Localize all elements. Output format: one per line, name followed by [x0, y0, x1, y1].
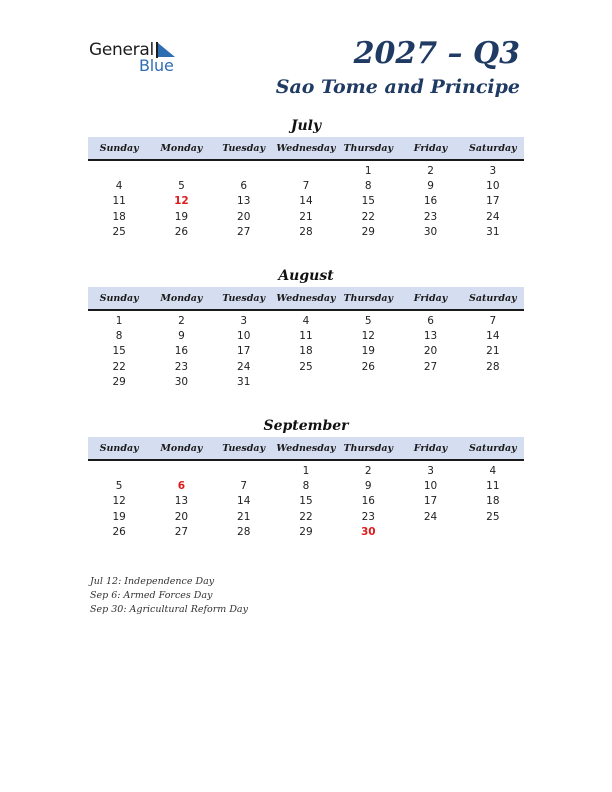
- day-cell: 26: [361, 360, 375, 373]
- weekday-label: Saturday: [469, 442, 517, 454]
- week-row: [88, 509, 524, 524]
- week-row: [88, 463, 524, 478]
- weekday-label: Thursday: [343, 442, 394, 454]
- day-cell: 5: [115, 479, 123, 492]
- weekday-label: Friday: [413, 142, 448, 154]
- calendar-grid: [88, 161, 524, 239]
- day-cell: 7: [489, 314, 497, 327]
- day-cell: 23: [423, 210, 438, 223]
- day-cell: 16: [361, 495, 375, 508]
- day-cell: 17: [486, 195, 500, 208]
- weekday-label: Wednesday: [276, 292, 336, 304]
- day-cell: 21: [237, 510, 251, 523]
- day-cell: 4: [489, 464, 497, 477]
- day-cell: 25: [112, 225, 126, 238]
- day-cell: 29: [299, 525, 313, 538]
- weekday-label: Thursday: [343, 292, 394, 304]
- weekday-label: Tuesday: [222, 142, 266, 154]
- month-title: September: [263, 418, 349, 434]
- day-cell: 16: [423, 195, 438, 208]
- day-cell: 18: [299, 345, 313, 358]
- day-cell: 13: [237, 195, 251, 208]
- day-cell: 15: [299, 495, 313, 508]
- month-july: [88, 116, 524, 239]
- calendar-grid: [88, 461, 524, 539]
- day-cell: 6: [240, 179, 248, 192]
- day-cell: 14: [299, 195, 313, 208]
- weekday-header: [88, 137, 524, 161]
- day-cell: 28: [237, 525, 251, 538]
- weekday-header: [88, 287, 524, 311]
- day-cell: 26: [112, 525, 126, 538]
- day-cell: 10: [423, 479, 438, 492]
- week-row: [88, 344, 524, 359]
- holiday-date: 6: [177, 479, 186, 492]
- day-cell: 1: [302, 464, 310, 477]
- holiday-note: Sep 30: Agricultural Reform Day: [90, 604, 248, 615]
- day-cell: 20: [237, 210, 251, 223]
- day-cell: 6: [427, 314, 434, 327]
- day-cell: 24: [486, 210, 500, 223]
- day-cell: 2: [427, 164, 434, 177]
- holiday-date: 30: [360, 525, 376, 538]
- month-title: August: [278, 268, 334, 284]
- day-cell: 21: [486, 345, 500, 358]
- calendar-grid: [88, 311, 524, 389]
- day-cell: 5: [178, 179, 185, 192]
- day-cell: 12: [112, 495, 126, 508]
- week-row: [88, 374, 524, 389]
- week-row: [88, 209, 524, 224]
- logo-word-general: General: [89, 40, 154, 60]
- day-cell: 25: [486, 510, 500, 523]
- day-cell: 9: [364, 479, 372, 492]
- day-cell: 4: [115, 179, 123, 192]
- week-row: [88, 478, 524, 493]
- weekday-label: Thursday: [343, 142, 394, 154]
- day-cell: 22: [361, 210, 375, 223]
- week-row: [88, 194, 524, 209]
- week-row: [88, 359, 524, 374]
- day-cell: 27: [423, 360, 438, 373]
- month-august: [88, 266, 524, 389]
- page-title: 2027 – Q3: [353, 36, 520, 71]
- holiday-note: Sep 6: Armed Forces Day: [90, 590, 213, 601]
- day-cell: 2: [364, 464, 372, 477]
- day-cell: 1: [115, 314, 123, 327]
- day-cell: 20: [174, 510, 189, 523]
- general-blue-logo: [89, 40, 189, 76]
- month-september: [88, 416, 524, 539]
- day-cell: 10: [237, 329, 251, 342]
- weekday-label: Wednesday: [276, 142, 336, 154]
- day-cell: 22: [299, 510, 313, 523]
- weekday-label: Wednesday: [276, 442, 336, 454]
- day-cell: 16: [174, 345, 189, 358]
- weekday-label: Saturday: [469, 292, 517, 304]
- day-cell: 14: [237, 495, 251, 508]
- day-cell: 4: [302, 314, 310, 327]
- day-cell: 19: [174, 210, 189, 223]
- day-cell: 3: [240, 314, 248, 327]
- weekday-label: Friday: [413, 292, 448, 304]
- weekday-label: Monday: [160, 142, 203, 154]
- day-cell: 23: [174, 360, 189, 373]
- month-title: July: [290, 118, 322, 134]
- day-cell: 30: [423, 225, 438, 238]
- day-cell: 21: [299, 210, 313, 223]
- day-cell: 8: [364, 179, 372, 192]
- day-cell: 20: [423, 345, 438, 358]
- day-cell: 15: [112, 345, 126, 358]
- day-cell: 30: [174, 375, 189, 388]
- day-cell: 8: [115, 329, 123, 342]
- weekday-label: Monday: [160, 292, 203, 304]
- day-cell: 3: [489, 164, 497, 177]
- week-row: [88, 163, 524, 178]
- week-row: [88, 224, 524, 239]
- day-cell: 13: [423, 329, 438, 342]
- weekday-label: Tuesday: [222, 442, 266, 454]
- day-cell: 10: [486, 179, 500, 192]
- day-cell: 14: [486, 329, 500, 342]
- week-row: [88, 328, 524, 343]
- day-cell: 18: [486, 495, 500, 508]
- day-cell: 11: [486, 479, 500, 492]
- holiday-note: Jul 12: Independence Day: [90, 576, 215, 587]
- day-cell: 25: [299, 360, 313, 373]
- day-cell: 18: [112, 210, 126, 223]
- day-cell: 15: [361, 195, 375, 208]
- day-cell: 19: [361, 345, 375, 358]
- day-cell: 11: [112, 195, 126, 208]
- day-cell: 31: [486, 225, 500, 238]
- day-cell: 9: [427, 179, 434, 192]
- day-cell: 7: [302, 179, 310, 192]
- page-subtitle: Sao Tome and Principe: [275, 76, 520, 98]
- weekday-label: Monday: [160, 442, 203, 454]
- day-cell: 31: [237, 375, 251, 388]
- day-cell: 28: [486, 360, 500, 373]
- day-cell: 26: [174, 225, 189, 238]
- day-cell: 17: [423, 495, 438, 508]
- day-cell: 19: [112, 510, 126, 523]
- day-cell: 28: [299, 225, 313, 238]
- logo-word-blue: Blue: [139, 56, 174, 75]
- weekday-label: Friday: [413, 442, 448, 454]
- weekday-header: [88, 437, 524, 461]
- day-cell: 11: [299, 329, 313, 342]
- week-row: [88, 178, 524, 193]
- weekday-label: Sunday: [99, 142, 139, 154]
- day-cell: 29: [361, 225, 375, 238]
- weekday-label: Sunday: [99, 292, 139, 304]
- week-row: [88, 494, 524, 509]
- day-cell: 27: [174, 525, 189, 538]
- weekday-label: Saturday: [469, 142, 517, 154]
- weekday-label: Tuesday: [222, 292, 266, 304]
- holiday-notes: [90, 575, 248, 617]
- week-row: [88, 313, 524, 328]
- day-cell: 7: [240, 479, 248, 492]
- day-cell: 3: [427, 464, 434, 477]
- day-cell: 9: [178, 329, 185, 342]
- day-cell: 2: [178, 314, 185, 327]
- day-cell: 8: [302, 479, 310, 492]
- day-cell: 1: [364, 164, 372, 177]
- day-cell: 29: [112, 375, 126, 388]
- day-cell: 24: [237, 360, 251, 373]
- day-cell: 12: [361, 329, 375, 342]
- day-cell: 22: [112, 360, 126, 373]
- day-cell: 13: [174, 495, 189, 508]
- day-cell: 17: [237, 345, 251, 358]
- day-cell: 27: [237, 225, 251, 238]
- weekday-label: Sunday: [99, 442, 139, 454]
- day-cell: 23: [361, 510, 375, 523]
- day-cell: 5: [364, 314, 372, 327]
- week-row: [88, 524, 524, 539]
- day-cell: 24: [423, 510, 438, 523]
- holiday-date: 12: [174, 195, 189, 208]
